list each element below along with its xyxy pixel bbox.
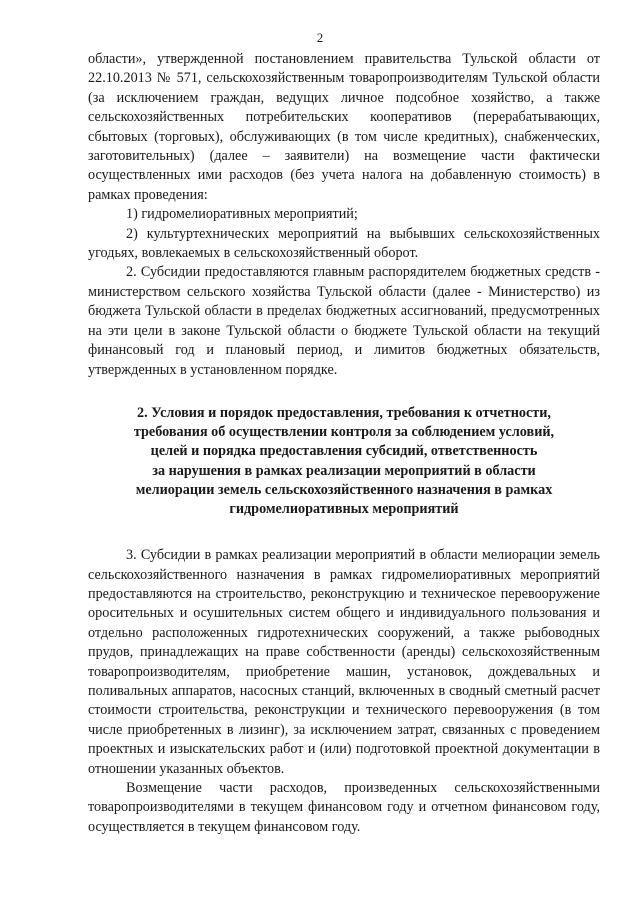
paragraph-4: Возмещение части расходов, произведенных сельскохозяйственными товаропроизводителями в текущем финансовом году и отчетном финансовом году, осуществляется в текущем финансовом году. xyxy=(88,780,600,835)
section-heading-line: гидромелиоративных мероприятий xyxy=(229,500,459,517)
section-heading-line: 2. Условия и порядок предоставления, требования к отчетности, xyxy=(137,404,551,421)
section-heading-line: мелиорации земель сельскохозяйственного назначения в рамках xyxy=(135,481,553,498)
page-number: 2 xyxy=(316,30,324,45)
list-item-2: 2) культуртехнических мероприятий на выбывших сельскохозяйственных угодьях, вовлекаемых в сельскохозяйственный оборот. xyxy=(88,225,600,262)
paragraph-3: 3. Субсидии в рамках реализации мероприятий в области мелиорации земель сельскохозяйственного назначения в рамках гидромелиоративных мероприятий предоставляются на строительство, реконструкцию и техническое перевооружение оросительных и осушительных систем общего и индивидуального пользования и отдельно расположенных гидротехнических сооружений, а также рыбоводных прудов, принадлежащих на праве собственности (аренды) сельскохозяйственным товаропроизводителям, приобретение машин, установок, дождевальных и поливальных аппаратов, насосных станций, включенных в сводный сметный расчет стоимости строительства, реконструкции и технического перевооружения (в том числе приобретенных в лизинг), за исключением затрат, связанных с проведением проектных и изыскательских работ и (или) подготовкой проектной документации в отношении указанных объектов. xyxy=(88,547,600,777)
section-heading xyxy=(88,404,600,519)
document-body xyxy=(88,50,600,837)
section-heading-line: требования об осуществлении контроля за соблюдением условий, xyxy=(133,424,555,441)
intro-paragraph: области», утвержденной постановлением правительства Тульской области от 22.10.2013 № 571, сельскохозяйственным товаропроизводителям Тульской области (за исключением граждан, ведущих личное подсобное хозяйство, а также сельскохозяйственных потребительских кооперативов (перерабатывающих, сбытовых (торговых), обслуживающих (в том числе кредитных), снабженческих, заготовительных) (далее – заявители) на возмещение части фактически осуществленных ими расходов (без учета налога на добавленную стоимость) в рамках проведения: xyxy=(88,51,600,203)
paragraph-2: 2. Субсидии предоставляются главным распорядителем бюджетных средств - министерством сельского хозяйства Тульской области (далее - Министерство) из бюджета Тульской области в пределах бюджетных ассигнований, предусмотренных на эти цели в законе Тульской области о бюджете Тульской области на текущий финансовый год и плановый период, и лимитов бюджетных обязательств, утвержденных в установленном порядке. xyxy=(88,264,600,378)
heading-spacer xyxy=(88,519,600,546)
list-item-1: 1) гидромелиоративных мероприятий; xyxy=(126,206,358,223)
section-heading-line: целей и порядка предоставления субсидий, ответственность xyxy=(150,443,538,460)
section-heading-line: за нарушения в рамках реализации мероприятий в области xyxy=(152,462,536,479)
